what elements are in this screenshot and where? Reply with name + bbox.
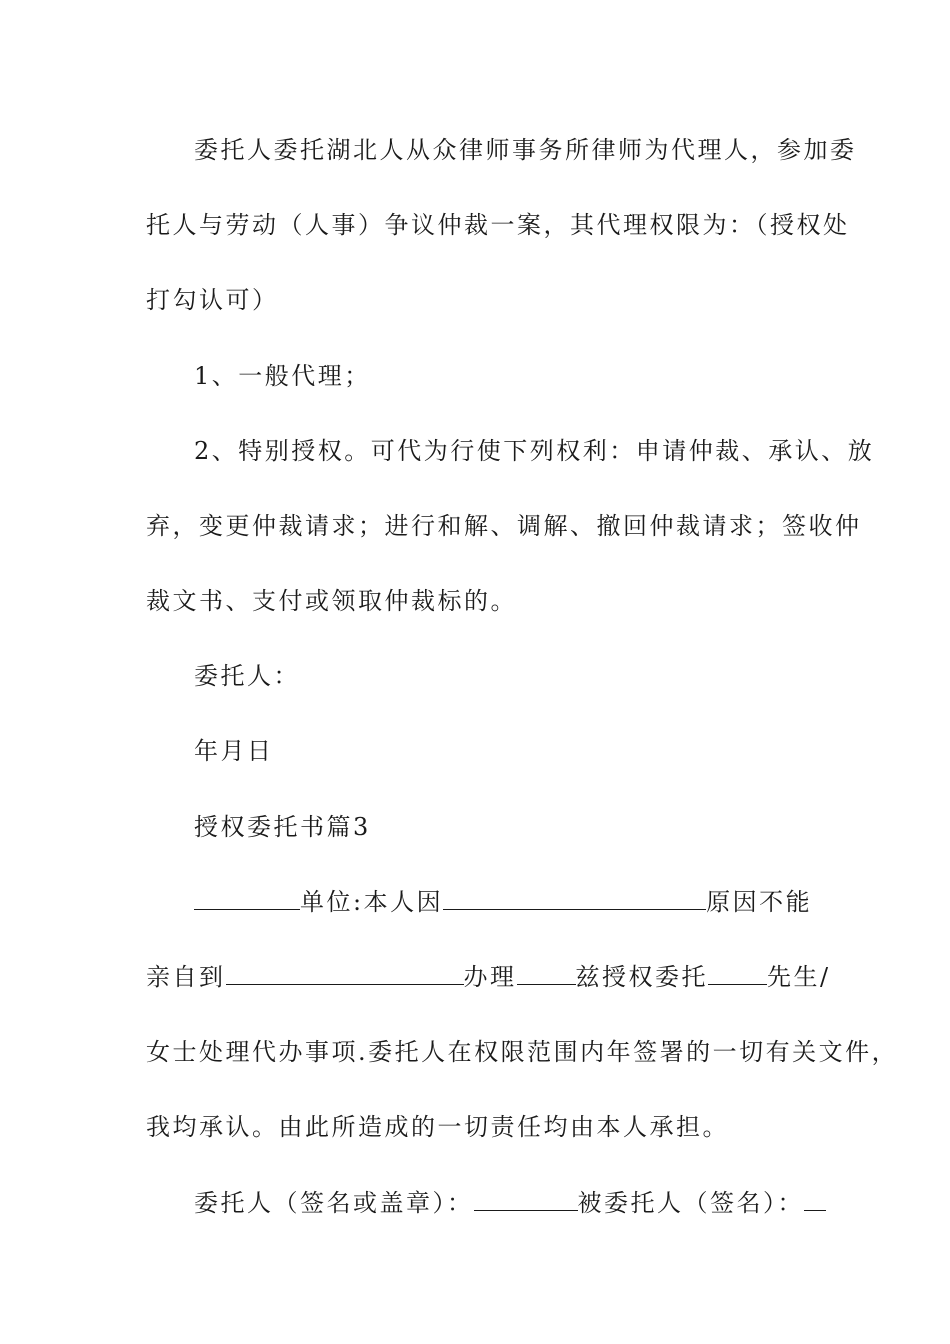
agent-signature-label: 被委托人（签名）： <box>577 1189 804 1217</box>
unit-label: 单位:本人因 <box>300 888 444 916</box>
paragraph-line: 弃，变更仲裁请求；进行和解、调解、撤回仲裁请求；签收仲 <box>146 512 862 540</box>
paragraph-line: 托人与劳动（人事）争议仲裁一案，其代理权限为：（授权处 <box>146 211 850 239</box>
blank-field-agent-signature[interactable] <box>804 1186 826 1211</box>
paragraph-line: 委托人委托湖北人从众律师事务所律师为代理人，参加委 <box>194 136 857 164</box>
blank-field-matter[interactable] <box>517 960 576 985</box>
blank-field-reason[interactable] <box>443 885 706 910</box>
blank-field-agent-name[interactable] <box>708 960 767 985</box>
paragraph-line: 打勾认可） <box>146 286 279 314</box>
principal-signature-label: 委托人（签名或盖章）： <box>194 1189 474 1217</box>
sir-madam-label: 先生/ <box>767 963 831 991</box>
handle-label: 办理 <box>463 963 517 991</box>
list-item-special-authorization: 2、特别授权。可代为行使下列权利：申请仲裁、承认、放 <box>194 437 875 465</box>
principal-label: 委托人： <box>194 662 300 690</box>
signature-line <box>194 1186 826 1219</box>
section-heading: 授权委托书篇3 <box>194 813 371 841</box>
paragraph-line: 女士处理代办事项.委托人在权限范围内年签署的一切有关文件， <box>146 1038 899 1066</box>
authorize-label: 兹授权委托 <box>575 963 708 991</box>
blank-field-location[interactable] <box>226 960 464 985</box>
date-label: 年月日 <box>194 737 274 765</box>
list-item-general-agency: 1、一般代理； <box>194 362 371 390</box>
paragraph-line: 裁文书、支付或领取仲裁标的。 <box>146 587 517 615</box>
blank-field-unit[interactable] <box>194 885 300 910</box>
form-line-location <box>146 960 831 993</box>
form-line-unit <box>194 885 812 918</box>
blank-field-principal-signature[interactable] <box>474 1186 578 1211</box>
paragraph-line: 我均承认。由此所造成的一切责任均由本人承担。 <box>146 1113 729 1141</box>
reason-label: 原因不能 <box>706 888 813 916</box>
location-label: 亲自到 <box>146 963 226 991</box>
